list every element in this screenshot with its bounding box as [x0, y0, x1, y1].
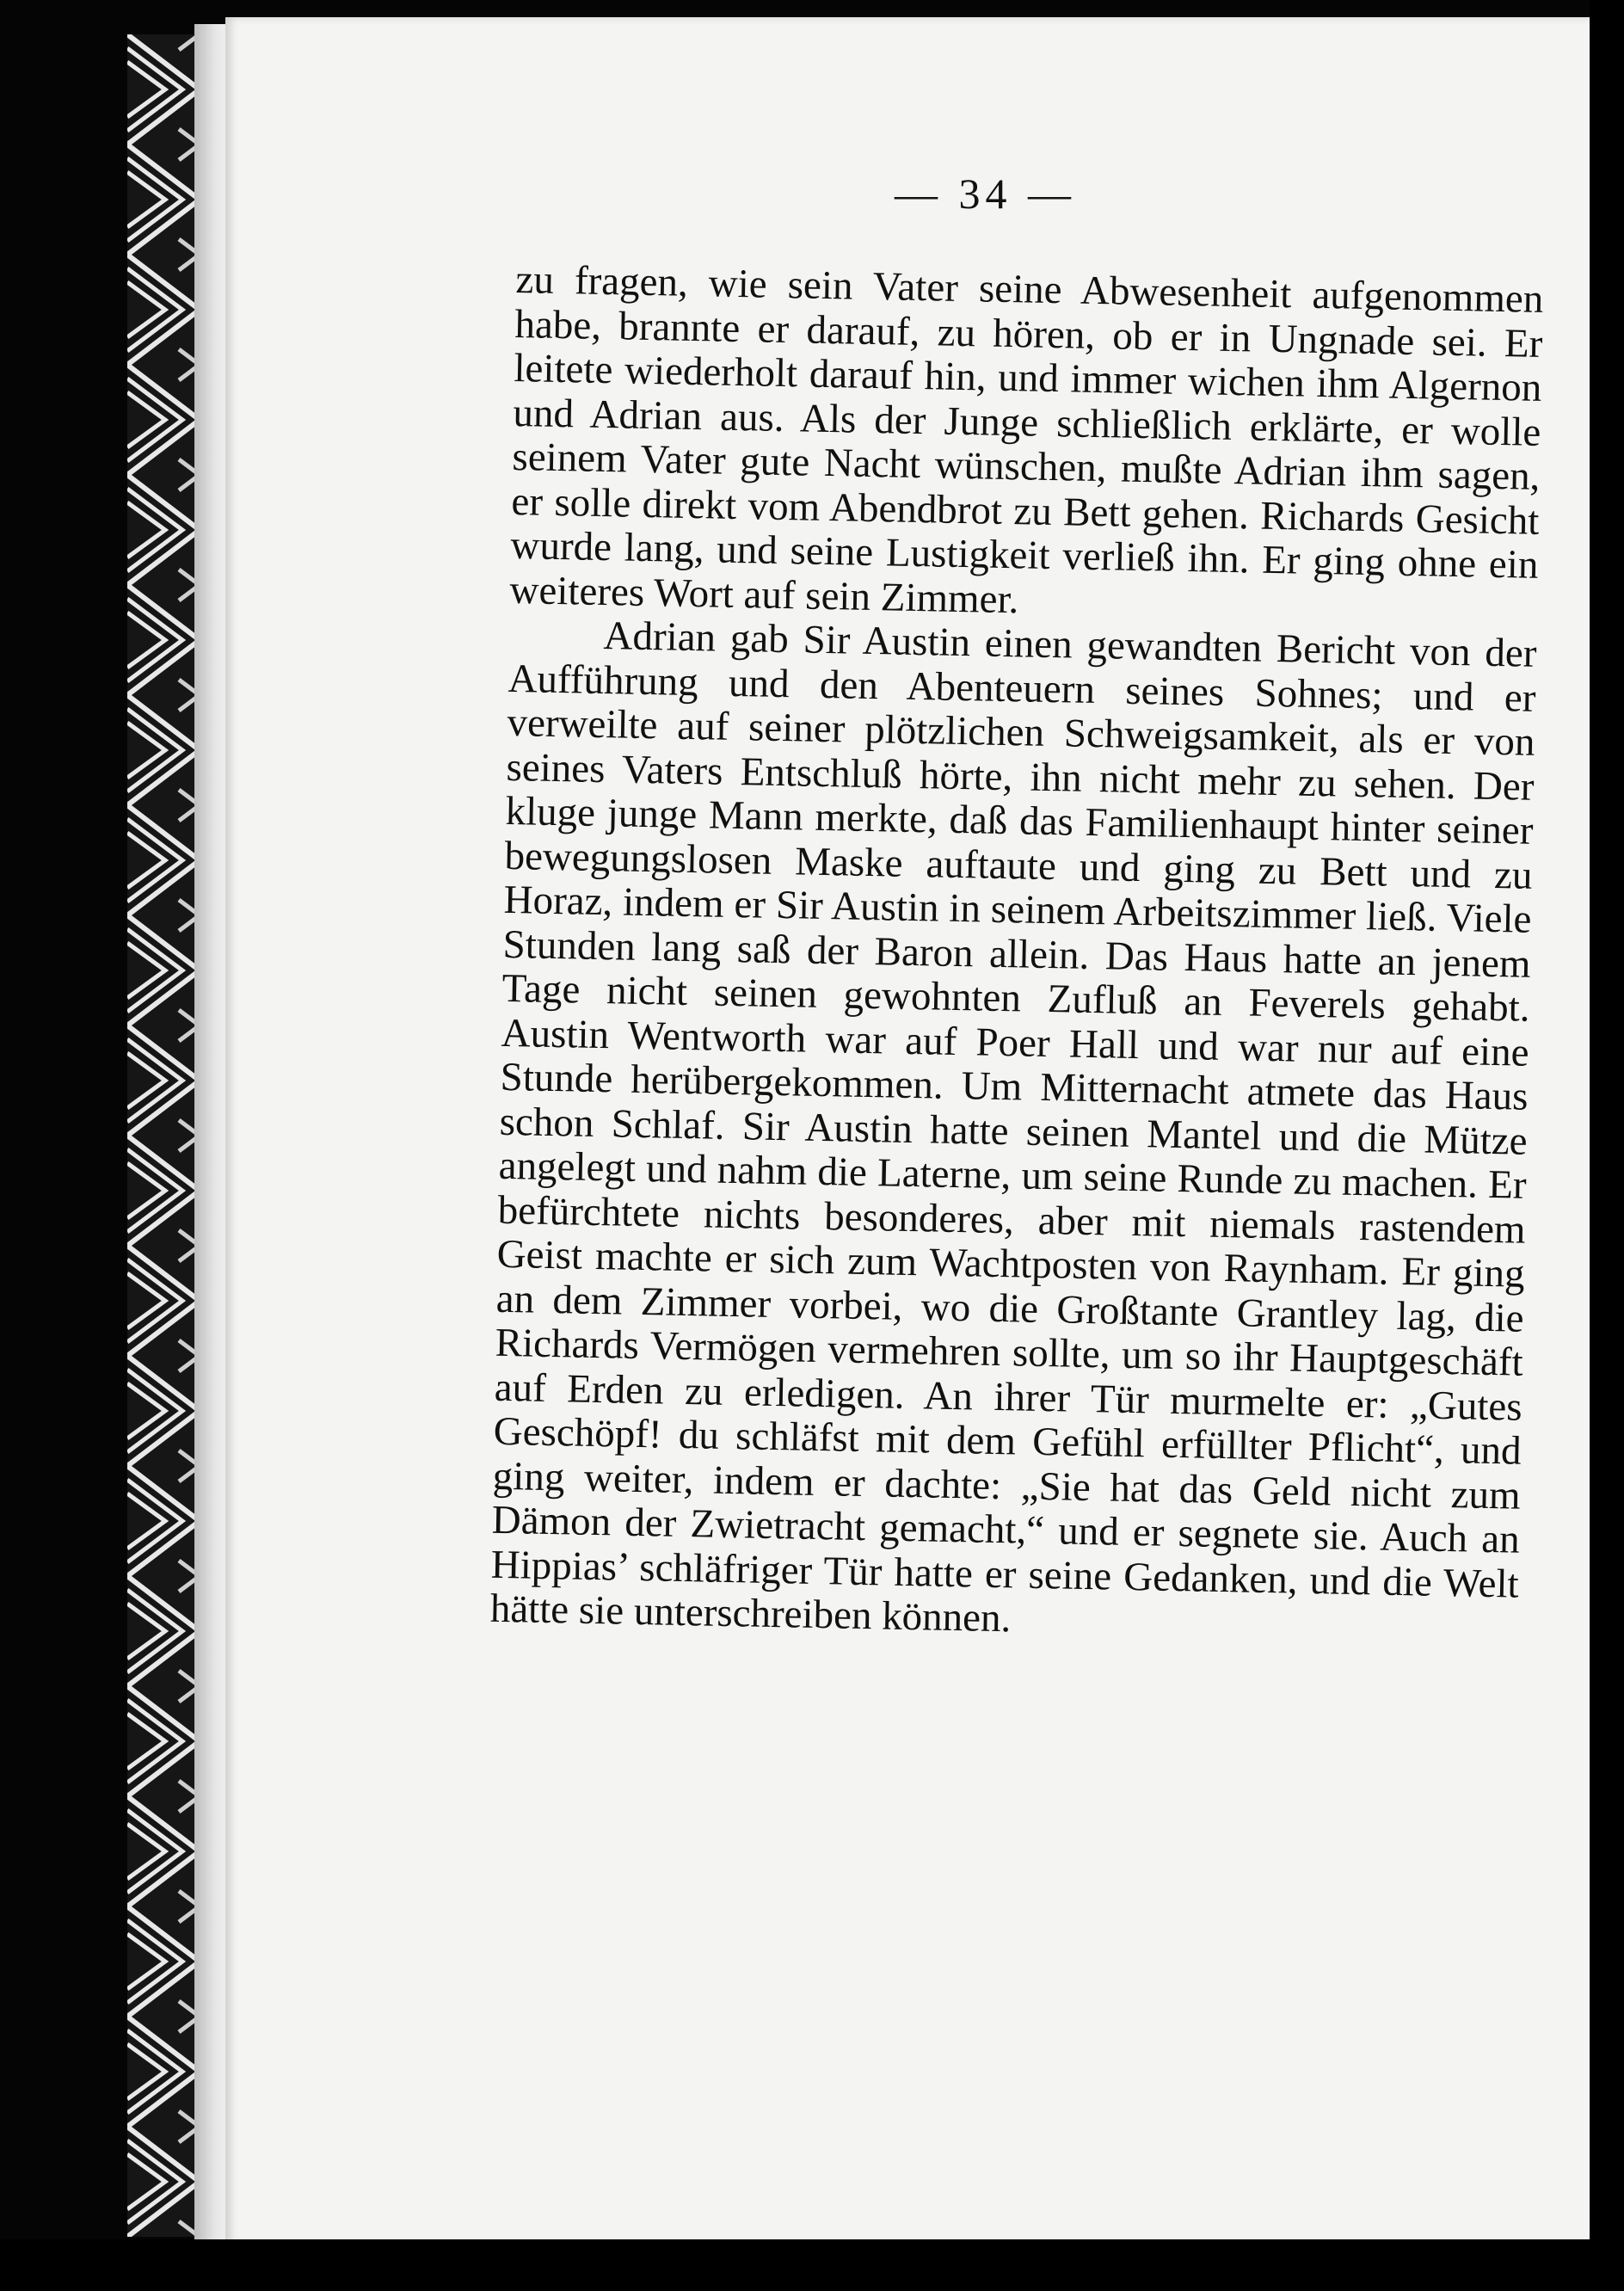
- paragraph-2: Adrian gab Sir Austin einen gewandten Bericht von der Aufführung und den Abenteuern seines Sohnes; und er verweilte auf seiner plötzlichen Schweigsamkeit, als er von seines Vaters Entschluß hörte, ihn nicht mehr zu sehen. Der kluge junge Mann merkte, daß das Familienhaupt hinter seiner bewegungslosen Maske auftaute und ging zu Bett und zu Horaz, indem er Sir Austin in seinem Arbeitszimmer ließ. Viele Stunden lang saß der Baron allein. Das Haus hatte an jenem Tage nicht seinen gewohnten Zufluß an Feverels gehabt. Austin Wentworth war auf Poer Hall und war nur auf eine Stunde herübergekommen. Um Mitternacht atmete das Haus schon Schlaf. Sir Austin hatte seinen Mantel und die Mütze angelegt und nahm die Laterne, um seine Runde zu machen. Er befürchtete nichts besonderes, aber mit niemals rastendem Geist machte er sich zum Wachtposten von Raynham. Er ging an dem Zimmer vorbei, wo die Großtante Grantley lag, die Richards Vermögen vermehren sollte, um so ihr Hauptgeschäft auf Erden zu erledigen. An ihrer Tür murmelte er: „Gutes Geschöpf! du schläfst mit dem Gefühl erfüllter Pflicht“, und ging weiter, indem er dachte: „Sie hat das Geld nicht zum Dämon der Zwietracht gemacht,“ und er segnete sie. Auch an Hippias’ schläfriger Tür hatte er seine Gedanken, und die Welt hätte sie unterschreiben können.: [489, 613, 1537, 1641]
- binding-zigzag-pattern: [127, 34, 200, 2237]
- body-text: [489, 258, 1543, 1651]
- scan-border-right: [1590, 0, 1624, 2291]
- page-number: — 34 —: [895, 169, 1076, 218]
- paragraph-1: zu fragen, wie sein Vater seine Abwesenheit aufgenommen habe, brannte er darauf, zu hören, ob er in Ungnade sei. Er leitete wiederholt darauf hin, und immer wichen ihm Algernon und Adrian aus. Als der Junge schließlich erklärte, er wolle seinem Vater gute Nacht wünschen, mußte Adrian ihm sagen, er solle direkt vom Abendbrot zu Bett gehen. Richards Gesicht wurde lang, und seine Lustigkeit verließ ihn. Er ging ohne ein weiteres Wort auf sein Zimmer.: [509, 257, 1544, 622]
- decorative-binding-strip: [127, 34, 200, 2237]
- scan-border-bottom: [0, 2239, 1624, 2291]
- page-edge: [194, 24, 229, 2244]
